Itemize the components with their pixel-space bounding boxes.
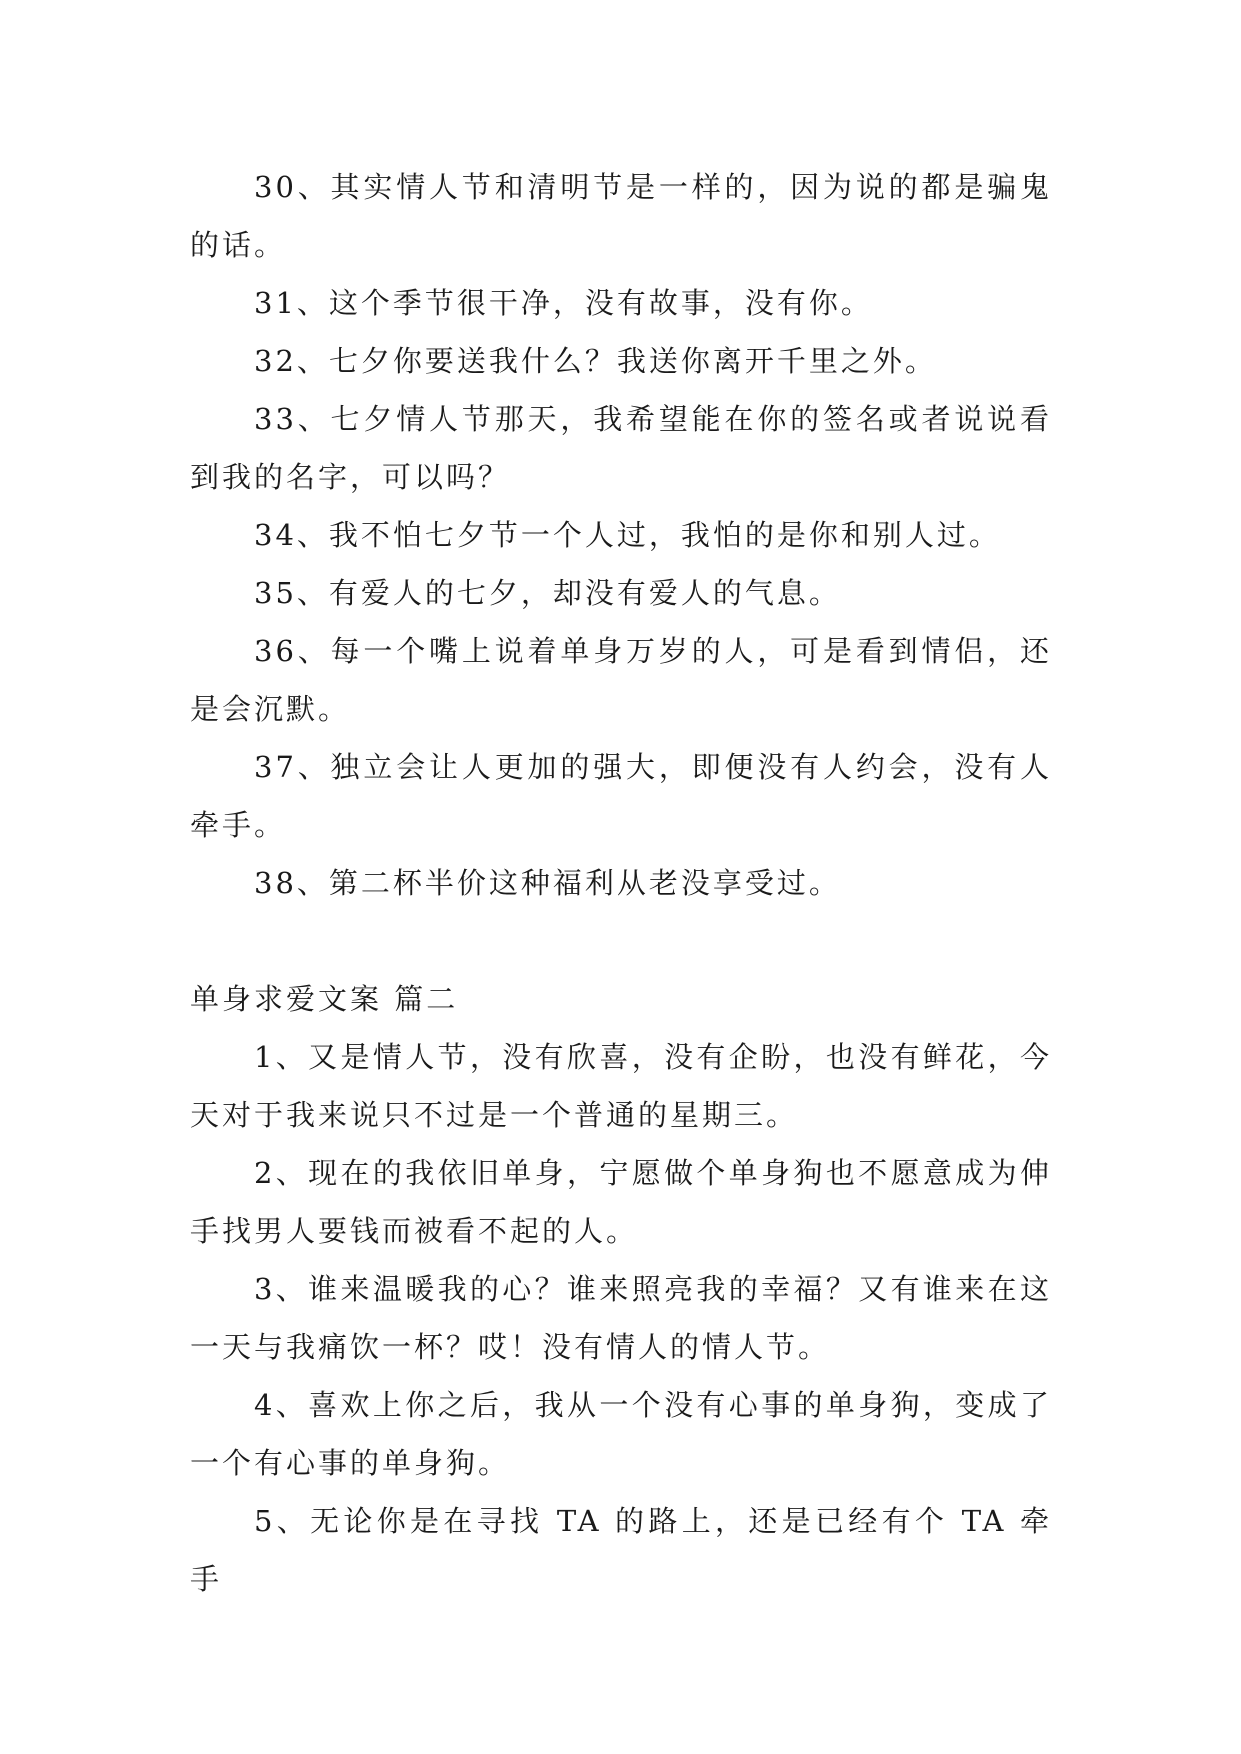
- paragraph-36: 36、每一个嘴上说着单身万岁的人，可是看到情侣，还是会沉默。: [190, 634, 1052, 726]
- paragraph-4: 4、喜欢上你之后，我从一个没有心事的单身狗，变成了一个有心事的单身狗。: [190, 1388, 1052, 1480]
- paragraph-37: 37、独立会让人更加的强大，即便没有人约会，没有人牵手。: [190, 750, 1052, 842]
- paragraph-3: 3、谁来温暖我的心？谁来照亮我的幸福？又有谁来在这一天与我痛饮一杯？哎！没有情人的情人节。: [190, 1272, 1052, 1364]
- paragraph-2: 2、现在的我依旧单身，宁愿做个单身狗也不愿意成为伸手找男人要钱而被看不起的人。: [190, 1156, 1052, 1248]
- paragraph-5: 5、无论你是在寻找 TA 的路上，还是已经有个 TA 牵手: [190, 1504, 1052, 1596]
- paragraph-38: 38、第二杯半价这种福利从老没享受过。: [254, 866, 841, 900]
- paragraph-30: 30、其实情人节和清明节是一样的，因为说的都是骗鬼的话。: [190, 170, 1052, 262]
- paragraph-34: 34、我不怕七夕节一个人过，我怕的是你和别人过。: [254, 518, 1001, 552]
- paragraph-32: 32、七夕你要送我什么？我送你离开千里之外。: [254, 344, 937, 378]
- section-heading: 单身求爱文案 篇二: [190, 982, 459, 1016]
- paragraph-1: 1、又是情人节，没有欣喜，没有企盼，也没有鲜花，今天对于我来说只不过是一个普通的星期三。: [190, 1040, 1052, 1132]
- paragraph-33: 33、七夕情人节那天，我希望能在你的签名或者说说看到我的名字，可以吗？: [190, 402, 1052, 494]
- paragraph-31: 31、这个季节很干净，没有故事，没有你。: [254, 286, 873, 320]
- document-body: [190, 158, 1052, 1608]
- paragraph-35: 35、有爱人的七夕，却没有爱人的气息。: [254, 576, 841, 610]
